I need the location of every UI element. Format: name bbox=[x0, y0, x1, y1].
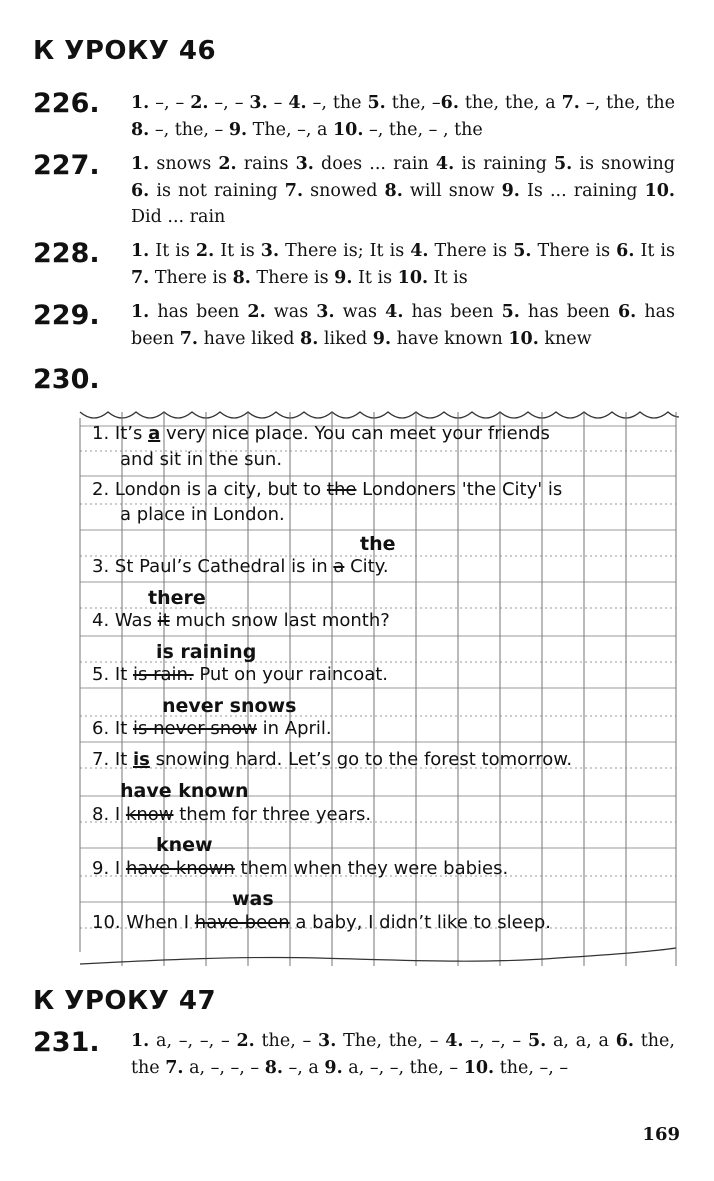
answer-value: the, –, – bbox=[494, 1057, 569, 1078]
ex230-line-8: 8. I know them for three years. bbox=[92, 804, 372, 825]
answer-value: has been bbox=[149, 302, 248, 322]
answer-value: the, – bbox=[254, 1031, 319, 1051]
answer-value: has been bbox=[403, 302, 502, 322]
answer-value: will snow bbox=[402, 180, 502, 201]
answer-value: is not raining bbox=[149, 180, 285, 201]
answer-value: There is; It is bbox=[279, 241, 411, 261]
ex230-correction-3: the bbox=[360, 533, 396, 555]
answer-value: have liked bbox=[198, 328, 301, 349]
answer-number: 8. bbox=[232, 267, 251, 288]
answer-number: 4. bbox=[435, 154, 455, 174]
answer-number: 5. bbox=[527, 1031, 547, 1051]
ex230-line-2b: a place in London. bbox=[120, 504, 285, 525]
answer-value: It is bbox=[428, 267, 468, 288]
answer-value: have known bbox=[391, 328, 509, 349]
answer-number: 9. bbox=[501, 180, 520, 201]
ex230-line-1: 1. It’s a very nice place. You can meet your friends bbox=[92, 423, 550, 444]
ex230-line-6: 6. It is never snow in April. bbox=[92, 718, 332, 739]
answer-number: 6. bbox=[615, 1031, 634, 1051]
ex230-correction-5: is raining bbox=[156, 641, 257, 663]
answer-number: 2. bbox=[236, 1031, 255, 1051]
answer-value: –, –, – bbox=[463, 1031, 528, 1051]
answer-value: There is bbox=[531, 241, 617, 261]
answer-value: a, –, –, – bbox=[149, 1031, 237, 1051]
answer-value: a, a, a bbox=[546, 1031, 616, 1051]
answer-number: 10. bbox=[463, 1057, 495, 1078]
ex230-correction-4: there bbox=[148, 587, 206, 609]
answer-value: snowed bbox=[303, 180, 385, 201]
answer-number: 5. bbox=[553, 154, 573, 174]
answer-number: 6. bbox=[440, 93, 459, 113]
answer-number: 1. bbox=[131, 93, 150, 113]
answer-number: 9. bbox=[324, 1057, 343, 1078]
answer-number: 2. bbox=[190, 93, 209, 113]
exercise-227-number: 227. bbox=[33, 150, 100, 181]
lesson-46-heading: К УРОКУ 46 bbox=[33, 36, 217, 66]
answer-value: It is bbox=[634, 241, 676, 261]
answer-number: 9. bbox=[372, 328, 392, 349]
answer-value: –, the, the bbox=[579, 93, 675, 113]
answer-number: 1. bbox=[131, 241, 150, 261]
answer-number: 10. bbox=[332, 119, 364, 140]
ex230-line-7: 7. It is snowing hard. Let’s go to the forest tomorrow. bbox=[92, 749, 573, 770]
answer-value: has been bbox=[519, 302, 618, 322]
answer-value: a, –, –, – bbox=[183, 1057, 265, 1078]
answer-value: There is bbox=[250, 267, 335, 288]
answer-number: 9. bbox=[334, 267, 353, 288]
exercise-226-number: 226. bbox=[33, 88, 100, 119]
answer-value: It is bbox=[214, 241, 261, 261]
answer-value: rains bbox=[236, 154, 296, 174]
ex230-line-10: 10. When I have been a baby, I didn’t like to sleep. bbox=[92, 912, 551, 933]
answer-number: 4. bbox=[385, 302, 404, 322]
answer-number: 10. bbox=[644, 180, 676, 201]
exercise-228-answers bbox=[131, 238, 675, 291]
answer-value: liked bbox=[318, 328, 373, 349]
answer-number: 5. bbox=[501, 302, 520, 322]
ex230-correction-9: knew bbox=[156, 834, 213, 856]
answer-number: 8. bbox=[264, 1057, 283, 1078]
answer-value: It is bbox=[149, 241, 196, 261]
answer-number: 2. bbox=[218, 154, 237, 174]
answer-number: 7. bbox=[131, 267, 150, 288]
exercise-227-answers bbox=[131, 151, 675, 231]
answer-value: The, –, a bbox=[247, 119, 333, 140]
answer-value: was bbox=[334, 302, 386, 322]
answer-value: –, a bbox=[282, 1057, 325, 1078]
answer-number: 3. bbox=[295, 154, 314, 174]
ex230-correction-10: was bbox=[232, 888, 274, 910]
ex230-line-5: 5. It is rain. Put on your raincoat. bbox=[92, 664, 388, 685]
answer-number: 7. bbox=[284, 180, 304, 201]
answer-value: There is bbox=[428, 241, 514, 261]
answer-value: – bbox=[267, 93, 289, 113]
page-number: 169 bbox=[642, 1124, 680, 1145]
answer-number: 4. bbox=[445, 1031, 464, 1051]
answer-number: 3. bbox=[260, 241, 280, 261]
answer-number: 6. bbox=[617, 302, 637, 322]
ex230-line-9: 9. I have known them when they were babies. bbox=[92, 858, 509, 879]
answer-number: 8. bbox=[300, 328, 319, 349]
answer-number: 5. bbox=[513, 241, 532, 261]
answer-value: –, the, – , the bbox=[363, 119, 483, 140]
answer-value: It is bbox=[352, 267, 398, 288]
exercise-226-answers bbox=[131, 90, 675, 143]
exercise-229-number: 229. bbox=[33, 300, 100, 331]
answer-number: 8. bbox=[384, 180, 403, 201]
ex230-line-1b: and sit in the sun. bbox=[120, 449, 283, 470]
answer-number: 4. bbox=[288, 93, 307, 113]
answer-number: 2. bbox=[247, 302, 266, 322]
answer-number: 6. bbox=[131, 180, 150, 201]
answer-value: –, the bbox=[306, 93, 368, 113]
answer-value: Is ... raining bbox=[519, 180, 645, 201]
answer-value: the, the bbox=[131, 1031, 675, 1078]
answer-number: 7. bbox=[179, 328, 199, 349]
answer-value: –, – bbox=[208, 93, 250, 113]
ex230-correction-6: never snows bbox=[162, 695, 297, 717]
answer-number: 3. bbox=[318, 1031, 337, 1051]
exercise-228-number: 228. bbox=[33, 238, 100, 269]
answer-value: a, –, –, the, – bbox=[342, 1057, 464, 1078]
answer-number: 5. bbox=[367, 93, 386, 113]
ex230-line-3: 3. St Paul’s Cathedral is in a City. bbox=[92, 556, 389, 577]
ex230-line-2: 2. London is a city, but to the Londoners 'the City' is bbox=[92, 479, 563, 500]
answer-value: The, the, – bbox=[336, 1031, 446, 1051]
exercise-231-number: 231. bbox=[33, 1027, 100, 1058]
answer-value: –, – bbox=[149, 93, 191, 113]
answer-value: the, the, a bbox=[458, 93, 562, 113]
answer-value: is snowing bbox=[572, 154, 675, 174]
answer-number: 1. bbox=[131, 302, 150, 322]
answer-number: 10. bbox=[508, 328, 539, 349]
answer-value: does ... rain bbox=[313, 154, 436, 174]
answer-number: 3. bbox=[316, 302, 335, 322]
answer-value: There is bbox=[149, 267, 233, 288]
answer-value: is raining bbox=[454, 154, 554, 174]
exercise-230-number: 230. bbox=[33, 364, 100, 395]
answer-number: 3. bbox=[249, 93, 268, 113]
answer-number: 6. bbox=[616, 241, 635, 261]
answer-value: has been bbox=[131, 302, 676, 349]
exercise-229-answers bbox=[131, 299, 675, 352]
answer-value: was bbox=[265, 302, 317, 322]
answer-number: 10. bbox=[397, 267, 429, 288]
exercise-231-answers bbox=[131, 1028, 675, 1081]
ex230-line-4: 4. Was it much snow last month? bbox=[92, 610, 390, 631]
answer-number: 8. bbox=[131, 119, 150, 140]
answer-number: 4. bbox=[410, 241, 429, 261]
answer-value: Did ... rain bbox=[131, 207, 226, 227]
answer-number: 1. bbox=[131, 1031, 150, 1051]
lesson-47-heading: К УРОКУ 47 bbox=[33, 986, 217, 1016]
answer-number: 7. bbox=[561, 93, 580, 113]
ex230-correction-8: have known bbox=[120, 780, 249, 802]
answer-value: knew bbox=[538, 328, 592, 349]
answer-value: snows bbox=[149, 154, 219, 174]
answer-number: 1. bbox=[131, 154, 150, 174]
exercise-230-notebook bbox=[78, 404, 679, 970]
answer-number: 2. bbox=[195, 241, 215, 261]
answer-number: 7. bbox=[165, 1057, 184, 1078]
answer-value: the, – bbox=[385, 93, 441, 113]
answer-number: 9. bbox=[228, 119, 248, 140]
answer-value: –, the, – bbox=[149, 119, 229, 140]
